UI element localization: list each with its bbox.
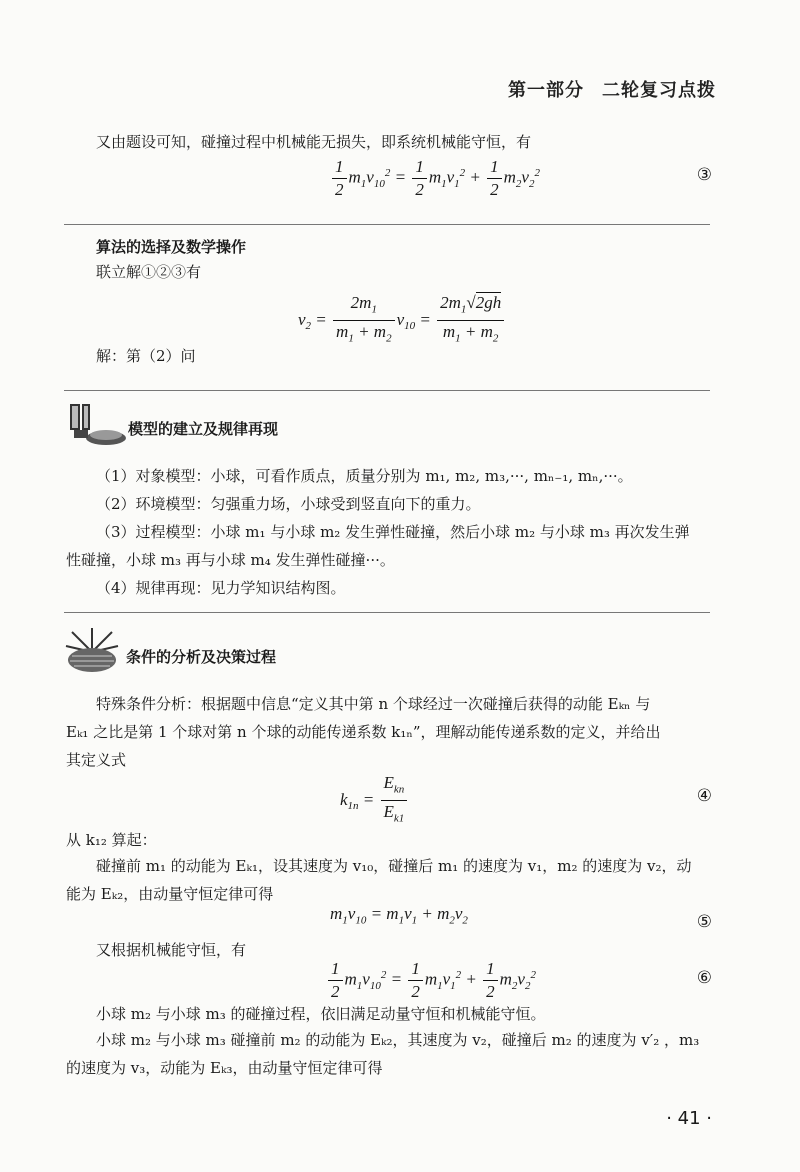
equation-4: $k_{1n}$ = $\frac{E_{kn}}{E_{k1}}$ bbox=[340, 772, 409, 830]
algo-line-1: 联立解①②③有 bbox=[96, 263, 202, 281]
trophy-icon bbox=[66, 402, 128, 448]
equation-v2: $v_2$ = $\frac{2m_1}{m_1 + m_2}$ $v_{10}$ = $\frac{2m_1√2gh}{m_1 + m_2}$ bbox=[298, 292, 506, 350]
equation-3-number: ③ bbox=[696, 165, 712, 185]
algo-section-title: 算法的选择及数学操作 bbox=[96, 238, 247, 256]
running-header bbox=[508, 76, 716, 102]
condition-para1-line3: 其定义式 bbox=[66, 751, 127, 769]
model-item-1: （1）对象模型：小球，可看作质点，质量分别为 m₁, m₂, m₃,···, mₙ₋₁, mₙ,···。 bbox=[96, 467, 633, 485]
model-item-2: （2）环境模型：匀强重力场，小球受到竖直向下的重力。 bbox=[96, 495, 481, 513]
model-item-4: （4）规律再现：见力学知识结构图。 bbox=[96, 579, 346, 597]
condition-para2-line2: 能为 Eₖ₂，由动量守恒定律可得 bbox=[66, 885, 274, 903]
condition-para4: 小球 m₂ 与小球 m₃ 的碰撞过程，依旧满足动量守恒和机械能守恒。 bbox=[96, 1005, 546, 1023]
equation-5-number: ⑤ bbox=[696, 912, 712, 932]
divider-1 bbox=[64, 224, 710, 225]
from-k12-line: 从 k₁₂ 算起： bbox=[66, 831, 157, 849]
answer-label: 解：第（2）问 bbox=[96, 347, 196, 365]
condition-para1-line2: Eₖ₁ 之比是第 1 个球对第 n 个球的动能传递系数 k₁ₙ”，理解动能传递系数的定义，并给出 bbox=[66, 723, 661, 741]
divider-2 bbox=[64, 390, 710, 391]
paragraph-energy-conservation: 又由题设可知，碰撞过程中机械能无损失，即系统机械能守恒，有 bbox=[96, 133, 532, 151]
condition-para2-line1: 碰撞前 m₁ 的动能为 Eₖ₁，设其速度为 v₁₀，碰撞后 m₁ 的速度为 v₁，m₂ 的速度为 v₂，动 bbox=[96, 857, 692, 875]
header-part: 第一部分 bbox=[508, 80, 584, 101]
condition-para3: 又根据机械能守恒，有 bbox=[96, 941, 247, 959]
condition-para5-line1: 小球 m₂ 与小球 m₃ 碰撞前 m₂ 的动能为 Eₖ₂，其速度为 v₂，碰撞后 m₂ 的速度为 v′₂ ，m₃ bbox=[96, 1031, 700, 1049]
page-number: · 41 · bbox=[666, 1108, 712, 1129]
equation-5: $m_1v_{10} = m_1v_1 + m_2v_2$ bbox=[330, 904, 468, 927]
equation-6-number: ⑥ bbox=[696, 968, 712, 988]
condition-section-title: 条件的分析及决策过程 bbox=[126, 648, 277, 666]
equation-4-number: ④ bbox=[696, 786, 712, 806]
equation-3: $\frac{1}{2}$ $m_1v_{10}^2$ = $\frac{1}{2}$ $m_1v_1^2$ + $\frac{1}{2}$ $m_2v_2^2$ bbox=[330, 156, 540, 201]
equation-6: $\frac{1}{2}$ $m_1v_{10}^2$ = $\frac{1}{2}$ $m_1v_1^2$ + $\frac{1}{2}$ $m_2v_2^2$ bbox=[326, 958, 536, 1003]
header-section: 二轮复习点拨 bbox=[602, 80, 716, 101]
divider-3 bbox=[64, 612, 710, 613]
condition-para5-line2: 的速度为 v₃，动能为 Eₖ₃，由动量守恒定律可得 bbox=[66, 1059, 383, 1077]
sunburst-icon bbox=[62, 626, 122, 676]
model-section-title: 模型的建立及规律再现 bbox=[128, 420, 279, 438]
model-item-3-cont: 性碰撞，小球 m₃ 再与小球 m₄ 发生弹性碰撞···。 bbox=[66, 551, 395, 569]
condition-para1-line1: 特殊条件分析：根据题中信息“定义其中第 n 个球经过一次碰撞后获得的动能 Eₖₙ 与 bbox=[96, 695, 651, 713]
model-item-3: （3）过程模型：小球 m₁ 与小球 m₂ 发生弹性碰撞，然后小球 m₂ 与小球 m₃ 再次发生弹 bbox=[96, 523, 690, 541]
